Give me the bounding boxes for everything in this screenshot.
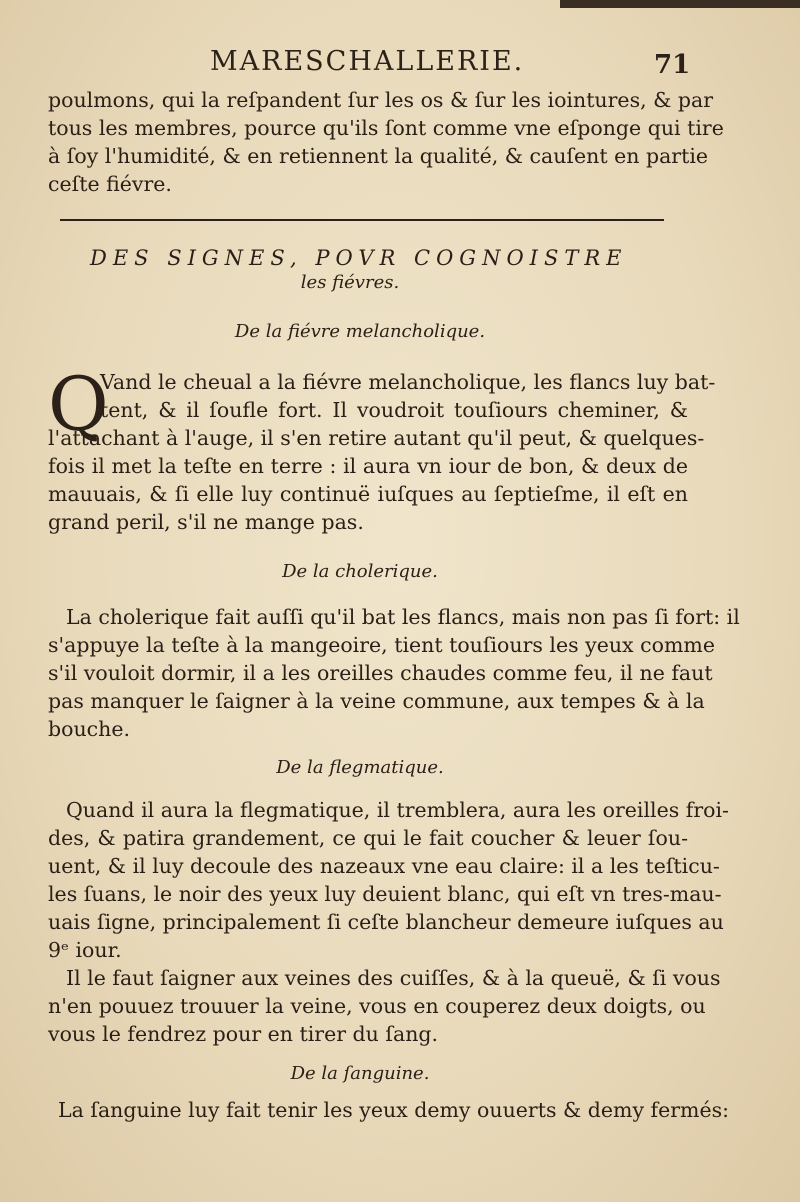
section-rule [60, 219, 664, 221]
subheading-flegmatique: De la flegmatique. [276, 757, 444, 778]
text-line: s'appuye la teſte à la mangeoire, tient touſiours les yeux comme [48, 633, 715, 657]
page-number: 71 [654, 50, 691, 80]
scan-edge [560, 0, 800, 8]
running-head: MARESCHALLERIE. [210, 46, 525, 77]
text-line: mauuais, & ſi elle luy continuë iuſques au ſeptieſme, il eſt en [48, 482, 688, 506]
text-line: bouche. [48, 717, 130, 741]
text-line: l'attachant à l'auge, il s'en retire autant qu'il peut, & quelques- [48, 426, 705, 450]
text-line: uais ſigne, principalement ſi ceſte blancheur demeure iuſques au [48, 910, 724, 934]
text-line: ceſte fiévre. [48, 172, 172, 196]
section-title-continued: les fiévres. [300, 272, 400, 293]
subheading-cholerique: De la cholerique. [282, 561, 438, 582]
text-line: n'en pouuez trouuer la veine, vous en couperez deux doigts, ou [48, 994, 706, 1018]
text-line: uent, & il luy decoule des nazeaux vne eau claire: il a les teſticu- [48, 854, 720, 878]
paragraph-flegmatique [48, 796, 729, 964]
text-line: poulmons, qui la reſpandent ſur les os & ſur les iointures, & par [48, 88, 714, 112]
text-line: La ſanguine luy fait tenir les yeux demy ouuerts & demy fermés: [58, 1098, 730, 1122]
subheading-melancholique: De la fiévre melancholique. [234, 321, 486, 342]
text-line: tous les membres, pource qu'ils ſont comme vne eſponge qui tire [48, 116, 724, 140]
text-line: grand peril, s'il ne mange pas. [48, 510, 364, 534]
text-line: des, & patira grandement, ce qui le fait coucher & leuer ſou- [48, 826, 688, 850]
text-line: Vand le cheual a la fiévre melancholique, les flancs luy bat- [100, 370, 716, 394]
text-line: s'il vouloit dormir, il a les oreilles chaudes comme feu, il ne faut [48, 661, 713, 685]
text-line: Quand il aura la flegmatique, il tremblera, aura les oreilles froi- [66, 798, 729, 822]
paragraph-flegmatique-saignee [48, 964, 721, 1048]
text-line: La cholerique fait auſſi qu'il bat les flancs, mais non pas ſi fort: il [66, 605, 740, 629]
paragraph-sanguine [48, 1096, 730, 1124]
text-line: 9ᵉ iour. [48, 938, 122, 962]
drop-cap: Q [48, 362, 109, 448]
section-title: DES SIGNES, POVR COGNOISTRE [90, 246, 628, 270]
text-line: tent, & il ſoufle fort. Il voudroit touſiours cheminer, & [100, 398, 688, 422]
text-line: Il le faut ſaigner aux veines des cuiſſes, & à la queuë, & ſi vous [66, 966, 721, 990]
paragraph-melancholique [48, 362, 716, 536]
subheading-sanguine: De la ſanguine. [290, 1063, 430, 1084]
intro-paragraph [48, 86, 724, 198]
text-line: les ſuans, le noir des yeux luy deuient blanc, qui eſt vn tres-mau- [48, 882, 722, 906]
text-line: fois il met la teſte en terre : il aura vn iour de bon, & deux de [48, 454, 688, 478]
text-line: vous le fendrez pour en tirer du ſang. [48, 1022, 439, 1046]
paragraph-cholerique [48, 603, 740, 743]
text-line: à ſoy l'humidité, & en retiennent la qualité, & cauſent en partie [48, 144, 709, 168]
text-line: pas manquer le ſaigner à la veine commune, aux tempes & à la [48, 689, 705, 713]
